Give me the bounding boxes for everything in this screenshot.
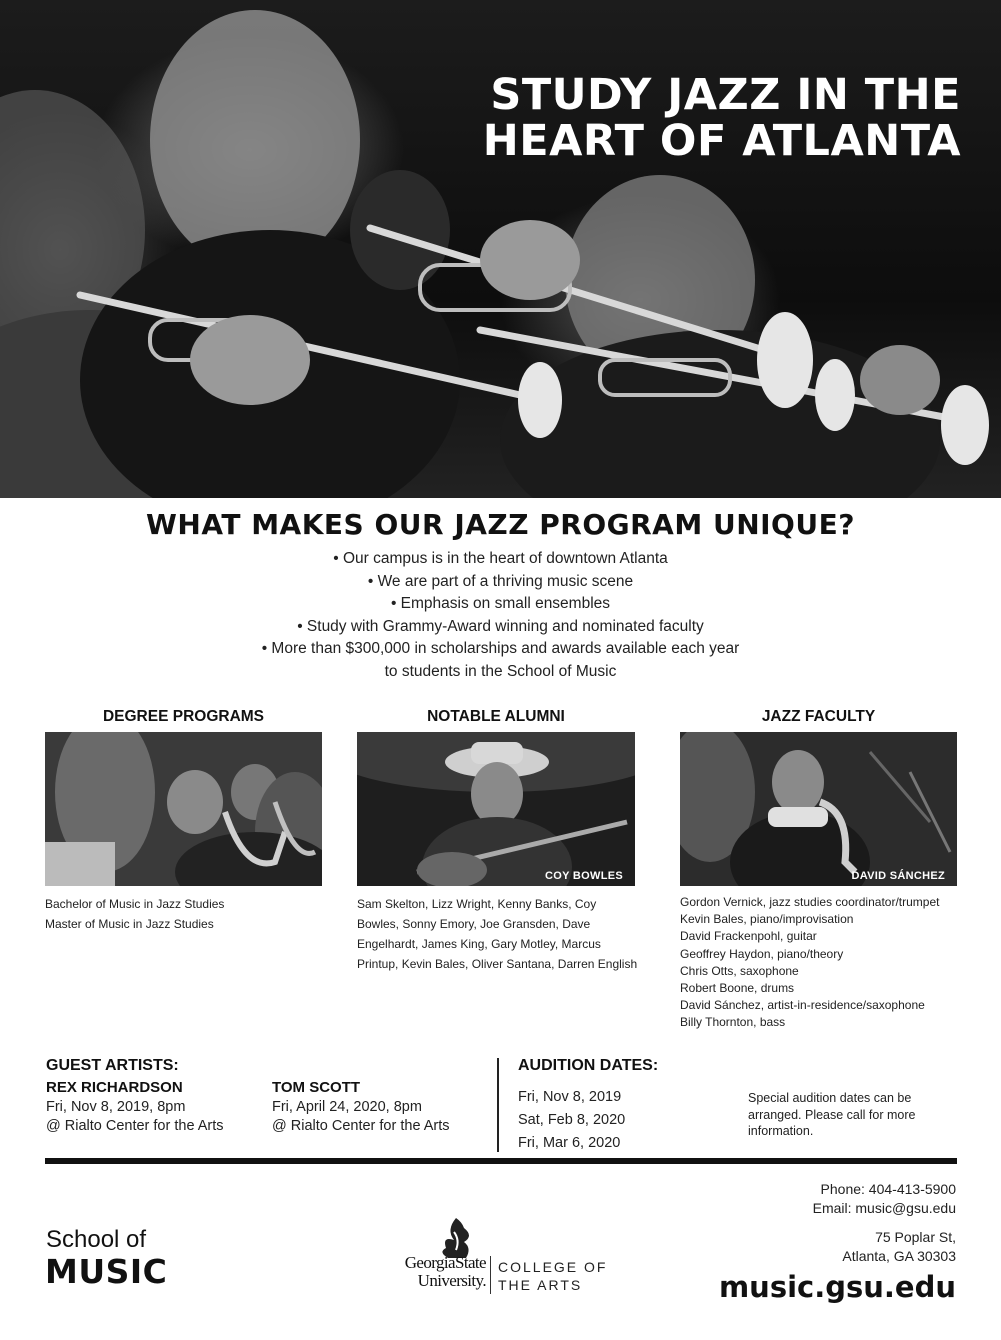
degree-list	[45, 894, 335, 934]
audition-dates-list	[518, 1086, 625, 1155]
logo-separator	[490, 1256, 491, 1294]
artist-date: Fri, Nov 8, 2019, 8pm	[46, 1099, 186, 1115]
hero-photo	[0, 0, 1001, 498]
guest-artists-heading: GUEST ARTISTS:	[46, 1057, 179, 1074]
section-divider	[497, 1058, 499, 1152]
university-line-2: University.	[417, 1271, 486, 1290]
faculty-list	[680, 894, 980, 1032]
address-line-2: Atlanta, GA 30303	[842, 1248, 956, 1264]
unique-headline: WHAT MAKES OUR JAZZ PROGRAM UNIQUE?	[146, 508, 855, 541]
artist-name: TOM SCOTT	[272, 1079, 361, 1096]
highlight-item: • Our campus is in the heart of downtown Atlanta	[333, 550, 668, 567]
artist-details	[46, 1098, 224, 1135]
alumni-line: Sam Skelton, Lizz Wright, Kenny Banks, Coy	[357, 897, 597, 911]
artist-date: Fri, April 24, 2020, 8pm	[272, 1099, 422, 1115]
highlight-item: to students in the School of Music	[384, 662, 617, 680]
audition-dates-heading: AUDITION DATES:	[518, 1057, 659, 1074]
artist-venue: @ Rialto Center for the Arts	[46, 1117, 224, 1134]
highlight-item: • Emphasis on small ensembles	[390, 595, 611, 612]
alumni-line: Printup, Kevin Bales, Oliver Santana, Darren English	[357, 957, 638, 971]
hero-title-line-1: STUDY JAZZ IN THE	[490, 70, 961, 120]
david-sanchez-photo	[680, 732, 957, 886]
audition-date: Sat, Feb 8, 2020	[518, 1112, 626, 1128]
faculty-item: Chris Otts, saxophone	[680, 963, 799, 978]
alumni-photo-caption: COY BOWLES	[545, 870, 623, 882]
audition-date: Fri, Mar 6, 2020	[518, 1135, 621, 1151]
faculty-item: Kevin Bales, piano/improvisation	[680, 912, 854, 927]
audition-date: Fri, Nov 8, 2019	[518, 1089, 622, 1105]
email-address[interactable]: Email: music@gsu.edu	[812, 1200, 956, 1216]
degree-programs-title: DEGREE PROGRAMS	[102, 708, 265, 725]
special-audition-note: Special audition dates can be arranged. Please call for more information.	[748, 1091, 916, 1138]
alumni-line: Bowles, Sonny Emory, Joe Gransden, Dave	[357, 917, 591, 931]
university-line-1: GeorgiaState	[404, 1253, 486, 1272]
faculty-item: David Frackenpohl, guitar	[680, 929, 817, 944]
college-line-1: COLLEGE OF	[498, 1259, 608, 1275]
faculty-item: Geoffrey Haydon, piano/theory	[680, 946, 844, 961]
highlight-item: • More than $300,000 in scholarships and awards available each year	[261, 640, 740, 657]
college-line-2: THE ARTS	[498, 1277, 583, 1293]
coy-bowles-photo	[357, 732, 635, 886]
faculty-item: Robert Boone, drums	[680, 981, 795, 996]
artist-name: REX RICHARDSON	[46, 1079, 183, 1096]
saxophone-ensemble-photo	[45, 732, 322, 886]
university-wordmark	[376, 1254, 486, 1290]
degree-item: Master of Music in Jazz Studies	[45, 917, 214, 931]
hero-title-line-2: HEART OF ATLANTA	[482, 116, 961, 166]
artist-details	[272, 1098, 450, 1135]
alumni-list	[357, 894, 657, 974]
address-line-1: 75 Poplar St,	[875, 1229, 956, 1245]
contact-info	[813, 1180, 956, 1218]
street-address	[842, 1228, 956, 1266]
alumni-line: Engelhardt, James King, Gary Motley, Marcus	[357, 937, 601, 951]
artist-venue: @ Rialto Center for the Arts	[272, 1117, 450, 1134]
hero-title	[361, 72, 961, 164]
school-of-label: School of	[46, 1226, 147, 1253]
website-link[interactable]: music.gsu.edu	[718, 1270, 956, 1304]
phone-number[interactable]: Phone: 404-413-5900	[820, 1181, 956, 1197]
faculty-photo-caption: DAVID SÁNCHEZ	[851, 870, 945, 882]
jazz-faculty-title: JAZZ FACULTY	[761, 708, 876, 725]
faculty-item: David Sánchez, artist-in-residence/saxophone	[680, 998, 925, 1013]
faculty-item: Gordon Vernick, jazz studies coordinator/trumpet	[680, 895, 940, 909]
music-wordmark: MUSIC	[45, 1252, 168, 1291]
notable-alumni-title: NOTABLE ALUMNI	[427, 708, 565, 725]
highlight-item: • We are part of a thriving music scene	[367, 572, 634, 590]
program-highlights	[0, 548, 1001, 683]
faculty-item: Billy Thornton, bass	[680, 1015, 786, 1030]
degree-item: Bachelor of Music in Jazz Studies	[45, 897, 225, 911]
highlight-item: • Study with Grammy-Award winning and nominated faculty	[297, 617, 704, 635]
footer-rule	[45, 1158, 957, 1164]
college-of-arts-label	[498, 1258, 607, 1294]
